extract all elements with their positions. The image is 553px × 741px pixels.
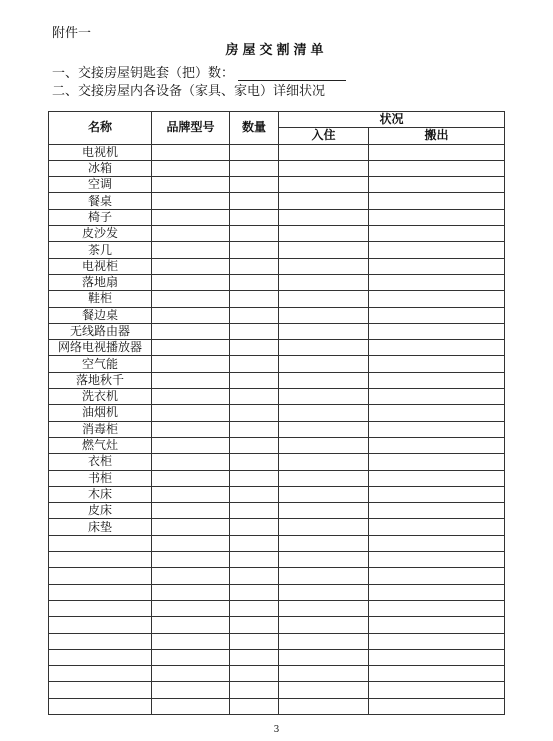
move-in-cell xyxy=(279,535,369,551)
attachment-label: 附件一 xyxy=(52,26,92,41)
table-row xyxy=(49,258,505,274)
brand-cell xyxy=(152,209,230,225)
document-title: 房屋交割清单 xyxy=(225,43,328,58)
move-out-cell xyxy=(369,258,505,274)
table-row xyxy=(49,454,505,470)
table-row xyxy=(49,291,505,307)
move-out-cell xyxy=(369,144,505,160)
qty-cell xyxy=(230,584,279,600)
move-out-cell xyxy=(369,633,505,649)
item-name: 椅子 xyxy=(49,209,152,225)
qty-cell xyxy=(230,307,279,323)
brand-cell xyxy=(152,226,230,242)
brand-cell xyxy=(152,584,230,600)
move-in-cell xyxy=(279,617,369,633)
move-out-cell xyxy=(369,666,505,682)
brand-cell xyxy=(152,535,230,551)
move-out-cell xyxy=(369,193,505,209)
table-row xyxy=(49,535,505,551)
table-row xyxy=(49,437,505,453)
move-in-cell xyxy=(279,160,369,176)
brand-cell xyxy=(152,242,230,258)
item-name: 燃气灶 xyxy=(49,437,152,453)
move-out-cell xyxy=(369,291,505,307)
item-name: 洗衣机 xyxy=(49,389,152,405)
brand-cell xyxy=(152,340,230,356)
brand-cell xyxy=(152,389,230,405)
item-name: 冰箱 xyxy=(49,160,152,176)
qty-cell xyxy=(230,405,279,421)
keys-count-line xyxy=(52,62,346,81)
header-qty: 数量 xyxy=(230,112,279,145)
brand-cell xyxy=(152,698,230,714)
item-name: 落地扇 xyxy=(49,274,152,290)
qty-cell xyxy=(230,291,279,307)
table-row xyxy=(49,600,505,616)
item-name xyxy=(49,666,152,682)
qty-cell xyxy=(230,486,279,502)
move-out-cell xyxy=(369,454,505,470)
qty-cell xyxy=(230,535,279,551)
item-name: 书柜 xyxy=(49,470,152,486)
move-out-cell xyxy=(369,389,505,405)
header-move-in: 入住 xyxy=(279,128,369,144)
qty-cell xyxy=(230,242,279,258)
move-out-cell xyxy=(369,160,505,176)
move-in-cell xyxy=(279,666,369,682)
move-in-cell xyxy=(279,193,369,209)
qty-cell xyxy=(230,226,279,242)
item-name: 鞋柜 xyxy=(49,291,152,307)
move-in-cell xyxy=(279,291,369,307)
item-name xyxy=(49,600,152,616)
move-in-cell xyxy=(279,633,369,649)
qty-cell xyxy=(230,503,279,519)
item-name: 床垫 xyxy=(49,519,152,535)
keys-count-label: 一、交接房屋钥匙套（把）数： xyxy=(52,66,235,81)
item-name: 消毒柜 xyxy=(49,421,152,437)
table-row xyxy=(49,486,505,502)
item-name: 电视机 xyxy=(49,144,152,160)
move-out-cell xyxy=(369,568,505,584)
qty-cell xyxy=(230,258,279,274)
move-out-cell xyxy=(369,649,505,665)
move-in-cell xyxy=(279,454,369,470)
table-row xyxy=(49,568,505,584)
item-name xyxy=(49,617,152,633)
qty-cell xyxy=(230,389,279,405)
brand-cell xyxy=(152,307,230,323)
brand-cell xyxy=(152,486,230,502)
table-row xyxy=(49,698,505,714)
qty-cell xyxy=(230,600,279,616)
qty-cell xyxy=(230,356,279,372)
table-row xyxy=(49,617,505,633)
brand-cell xyxy=(152,177,230,193)
move-in-cell xyxy=(279,698,369,714)
brand-cell xyxy=(152,600,230,616)
brand-cell xyxy=(152,258,230,274)
move-out-cell xyxy=(369,437,505,453)
header-brand: 品牌型号 xyxy=(152,112,230,145)
move-in-cell xyxy=(279,258,369,274)
item-name: 餐桌 xyxy=(49,193,152,209)
move-in-cell xyxy=(279,144,369,160)
qty-cell xyxy=(230,160,279,176)
item-name: 油烟机 xyxy=(49,405,152,421)
qty-cell xyxy=(230,519,279,535)
item-name: 茶几 xyxy=(49,242,152,258)
qty-cell xyxy=(230,470,279,486)
item-name: 木床 xyxy=(49,486,152,502)
qty-cell xyxy=(230,323,279,339)
item-name: 衣柜 xyxy=(49,454,152,470)
table-row xyxy=(49,421,505,437)
item-name: 餐边桌 xyxy=(49,307,152,323)
brand-cell xyxy=(152,323,230,339)
qty-cell xyxy=(230,682,279,698)
qty-cell xyxy=(230,340,279,356)
brand-cell xyxy=(152,617,230,633)
item-name xyxy=(49,568,152,584)
move-in-cell xyxy=(279,503,369,519)
qty-cell xyxy=(230,617,279,633)
item-name xyxy=(49,682,152,698)
table-row xyxy=(49,144,505,160)
brand-cell xyxy=(152,356,230,372)
move-out-cell xyxy=(369,617,505,633)
brand-cell xyxy=(152,160,230,176)
move-in-cell xyxy=(279,552,369,568)
item-name: 无线路由器 xyxy=(49,323,152,339)
move-in-cell xyxy=(279,470,369,486)
handover-table xyxy=(48,111,505,715)
table-row xyxy=(49,519,505,535)
brand-cell xyxy=(152,372,230,388)
move-out-cell xyxy=(369,177,505,193)
move-out-cell xyxy=(369,470,505,486)
item-name: 皮沙发 xyxy=(49,226,152,242)
page-number: 3 xyxy=(273,725,280,735)
move-in-cell xyxy=(279,437,369,453)
brand-cell xyxy=(152,519,230,535)
item-name xyxy=(49,649,152,665)
move-out-cell xyxy=(369,209,505,225)
table-row xyxy=(49,584,505,600)
header-move-out: 搬出 xyxy=(369,128,505,144)
qty-cell xyxy=(230,552,279,568)
move-in-cell xyxy=(279,405,369,421)
move-out-cell xyxy=(369,323,505,339)
move-out-cell xyxy=(369,356,505,372)
brand-cell xyxy=(152,274,230,290)
table-row xyxy=(49,307,505,323)
qty-cell xyxy=(230,193,279,209)
move-in-cell xyxy=(279,568,369,584)
qty-cell xyxy=(230,454,279,470)
move-out-cell xyxy=(369,226,505,242)
move-in-cell xyxy=(279,307,369,323)
brand-cell xyxy=(152,552,230,568)
table-body xyxy=(49,144,505,714)
brand-cell xyxy=(152,666,230,682)
qty-cell xyxy=(230,372,279,388)
move-in-cell xyxy=(279,519,369,535)
table-row xyxy=(49,356,505,372)
move-out-cell xyxy=(369,535,505,551)
move-in-cell xyxy=(279,600,369,616)
qty-cell xyxy=(230,421,279,437)
brand-cell xyxy=(152,568,230,584)
move-in-cell xyxy=(279,340,369,356)
qty-cell xyxy=(230,568,279,584)
move-in-cell xyxy=(279,389,369,405)
item-name xyxy=(49,535,152,551)
brand-cell xyxy=(152,144,230,160)
move-in-cell xyxy=(279,274,369,290)
table-row xyxy=(49,274,505,290)
table-row xyxy=(49,160,505,176)
brand-cell xyxy=(152,649,230,665)
move-out-cell xyxy=(369,552,505,568)
table-row xyxy=(49,389,505,405)
move-in-cell xyxy=(279,682,369,698)
move-in-cell xyxy=(279,356,369,372)
table-row xyxy=(49,193,505,209)
table-row xyxy=(49,323,505,339)
qty-cell xyxy=(230,666,279,682)
qty-cell xyxy=(230,274,279,290)
item-name: 皮床 xyxy=(49,503,152,519)
item-name xyxy=(49,698,152,714)
qty-cell xyxy=(230,177,279,193)
move-in-cell xyxy=(279,372,369,388)
move-out-cell xyxy=(369,242,505,258)
table-row xyxy=(49,405,505,421)
item-name: 空调 xyxy=(49,177,152,193)
move-in-cell xyxy=(279,421,369,437)
brand-cell xyxy=(152,454,230,470)
brand-cell xyxy=(152,421,230,437)
item-name: 电视柜 xyxy=(49,258,152,274)
table-row xyxy=(49,226,505,242)
header-status: 状况 xyxy=(279,112,505,128)
item-name: 网络电视播放器 xyxy=(49,340,152,356)
move-out-cell xyxy=(369,503,505,519)
item-name: 空气能 xyxy=(49,356,152,372)
table-row xyxy=(49,552,505,568)
qty-cell xyxy=(230,437,279,453)
brand-cell xyxy=(152,633,230,649)
brand-cell xyxy=(152,682,230,698)
move-out-cell xyxy=(369,372,505,388)
move-out-cell xyxy=(369,682,505,698)
table-row xyxy=(49,242,505,258)
move-out-cell xyxy=(369,698,505,714)
move-out-cell xyxy=(369,405,505,421)
brand-cell xyxy=(152,470,230,486)
table-row xyxy=(49,682,505,698)
move-in-cell xyxy=(279,177,369,193)
brand-cell xyxy=(152,291,230,307)
table-row xyxy=(49,209,505,225)
move-in-cell xyxy=(279,323,369,339)
item-name xyxy=(49,584,152,600)
qty-cell xyxy=(230,698,279,714)
move-in-cell xyxy=(279,584,369,600)
item-name xyxy=(49,552,152,568)
move-out-cell xyxy=(369,519,505,535)
table-row xyxy=(49,503,505,519)
table-row xyxy=(49,470,505,486)
move-out-cell xyxy=(369,421,505,437)
table-row xyxy=(49,649,505,665)
move-out-cell xyxy=(369,600,505,616)
item-name xyxy=(49,633,152,649)
move-in-cell xyxy=(279,649,369,665)
move-out-cell xyxy=(369,274,505,290)
table-row xyxy=(49,666,505,682)
equipment-status-line: 二、交接房屋内各设备（家具、家电）详细状况 xyxy=(52,84,326,99)
move-out-cell xyxy=(369,307,505,323)
header-name: 名称 xyxy=(49,112,152,145)
qty-cell xyxy=(230,649,279,665)
move-in-cell xyxy=(279,209,369,225)
brand-cell xyxy=(152,437,230,453)
move-in-cell xyxy=(279,486,369,502)
table-row xyxy=(49,177,505,193)
qty-cell xyxy=(230,144,279,160)
qty-cell xyxy=(230,633,279,649)
table-row xyxy=(49,340,505,356)
qty-cell xyxy=(230,209,279,225)
move-in-cell xyxy=(279,226,369,242)
move-out-cell xyxy=(369,340,505,356)
move-out-cell xyxy=(369,584,505,600)
brand-cell xyxy=(152,405,230,421)
item-name: 落地秋千 xyxy=(49,372,152,388)
table-row xyxy=(49,633,505,649)
brand-cell xyxy=(152,503,230,519)
move-out-cell xyxy=(369,486,505,502)
table-row xyxy=(49,372,505,388)
brand-cell xyxy=(152,193,230,209)
move-in-cell xyxy=(279,242,369,258)
